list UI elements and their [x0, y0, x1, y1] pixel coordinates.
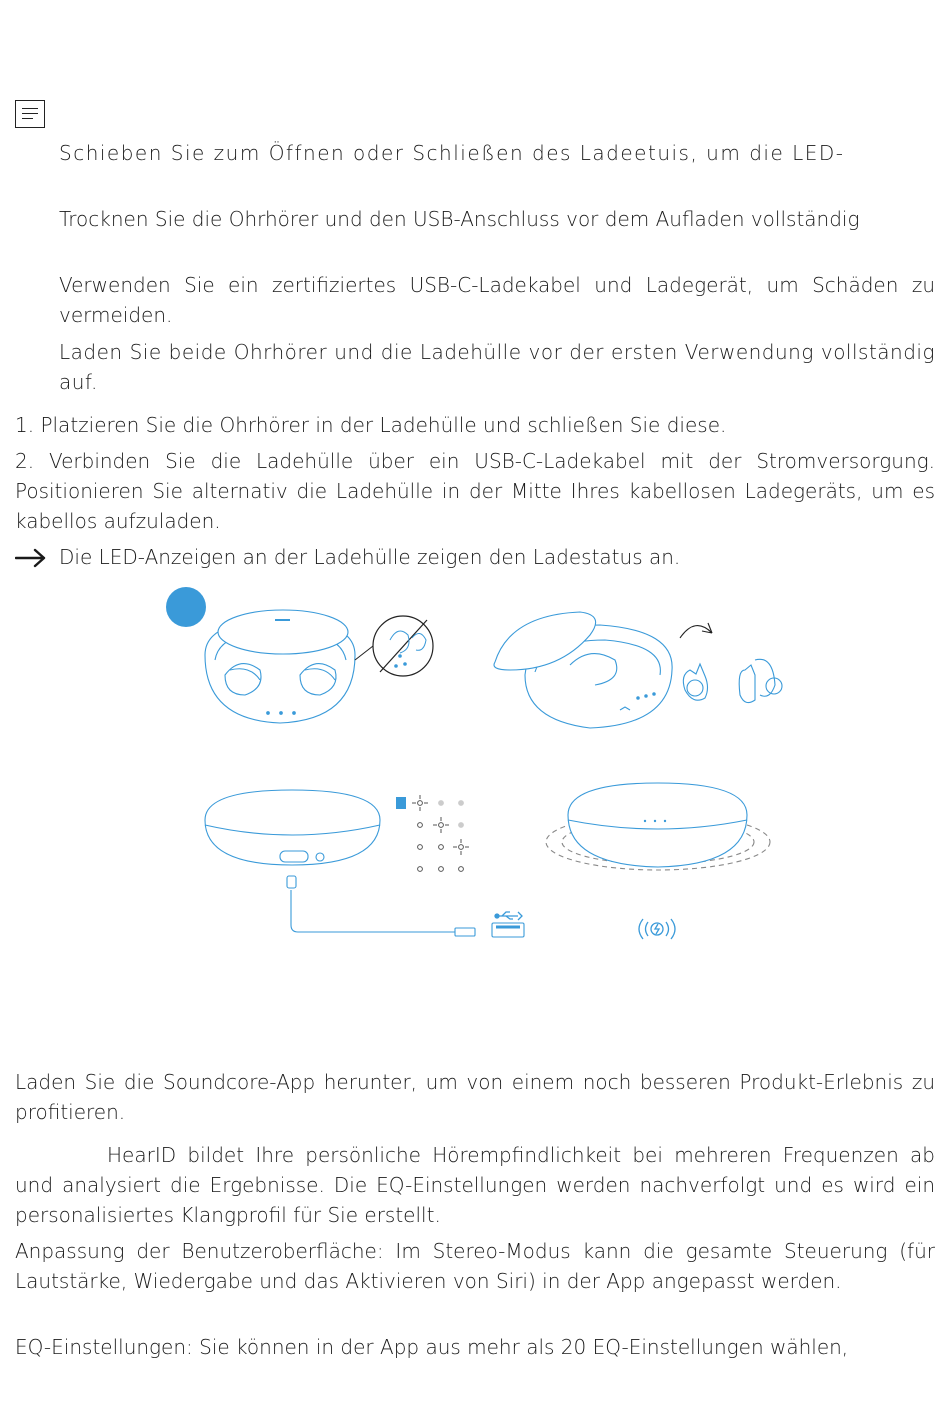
led-status-chart — [396, 795, 469, 871]
note-open-close: Schieben Sie zum Öffnen oder Schließen des Ladeetuis, um die LED- — [59, 141, 845, 165]
step-1: 1. Platzieren Sie die Ohrhörer in der Ladehülle und schließen Sie diese. — [15, 413, 727, 437]
app-intro: Laden Sie die Soundcore-App herunter, um von einem noch besseren Produkt-Erlebnis zu profitieren. — [15, 1070, 935, 1124]
wireless-charging-icon — [639, 919, 675, 939]
wireless-charging-pad — [546, 783, 770, 870]
note-certified-cable: Verwenden Sie ein zertifiziertes USB-C-Ladekabel und Ladegerät, um Schäden zu vermeiden. — [59, 273, 935, 327]
app-hearid: HearID bildet Ihre persönliche Hörempfindlichkeit bei mehreren Frequenzen ab und analysiert die Ergebnisse. Die EQ-Einstellungen werden nachverfolgt und es wird ein personalisiertes Klangprofil für Sie erstellt. — [15, 1143, 935, 1227]
charging-case-open — [205, 610, 355, 723]
charging-illustration — [150, 580, 800, 950]
charging-case-closed — [205, 790, 524, 937]
app-eq-settings: EQ-Einstellungen: Sie können in der App aus mehr als 20 EQ-Einstellungen wählen, — [15, 1335, 849, 1359]
step-2: 2. Verbinden Sie die Ladehülle über ein USB-C-Ladekabel mit der Stromversorgung. Positionieren Sie alternativ die Ladehülle in der Mitte Ihres kabellosen Ladegeräts, um es kabellos aufzuladen. — [15, 449, 935, 533]
usb-icon — [495, 912, 522, 920]
no-water-icon — [355, 616, 433, 676]
app-ui-customization: Anpassung der Benutzeroberfläche: Im Stereo-Modus kann die gesamte Steuerung (für Lautstärke, Wiedergabe und das Aktivieren von Siri) in der App angepasst werden. — [15, 1239, 935, 1293]
note-icon — [15, 100, 45, 128]
led-status-result: Die LED-Anzeigen an der Ladehülle zeigen den Ladestatus an. — [59, 545, 681, 569]
arrow-right-icon — [15, 545, 47, 571]
charging-case-tilted — [494, 612, 782, 728]
step-marker-dot — [166, 587, 206, 627]
note-dry: Trocknen Sie die Ohrhörer und den USB-Anschluss vor dem Aufladen vollständig — [59, 207, 860, 231]
note-charge-first: Laden Sie beide Ohrhörer und die Ladehülle vor der ersten Verwendung vollständig auf. — [59, 340, 935, 394]
